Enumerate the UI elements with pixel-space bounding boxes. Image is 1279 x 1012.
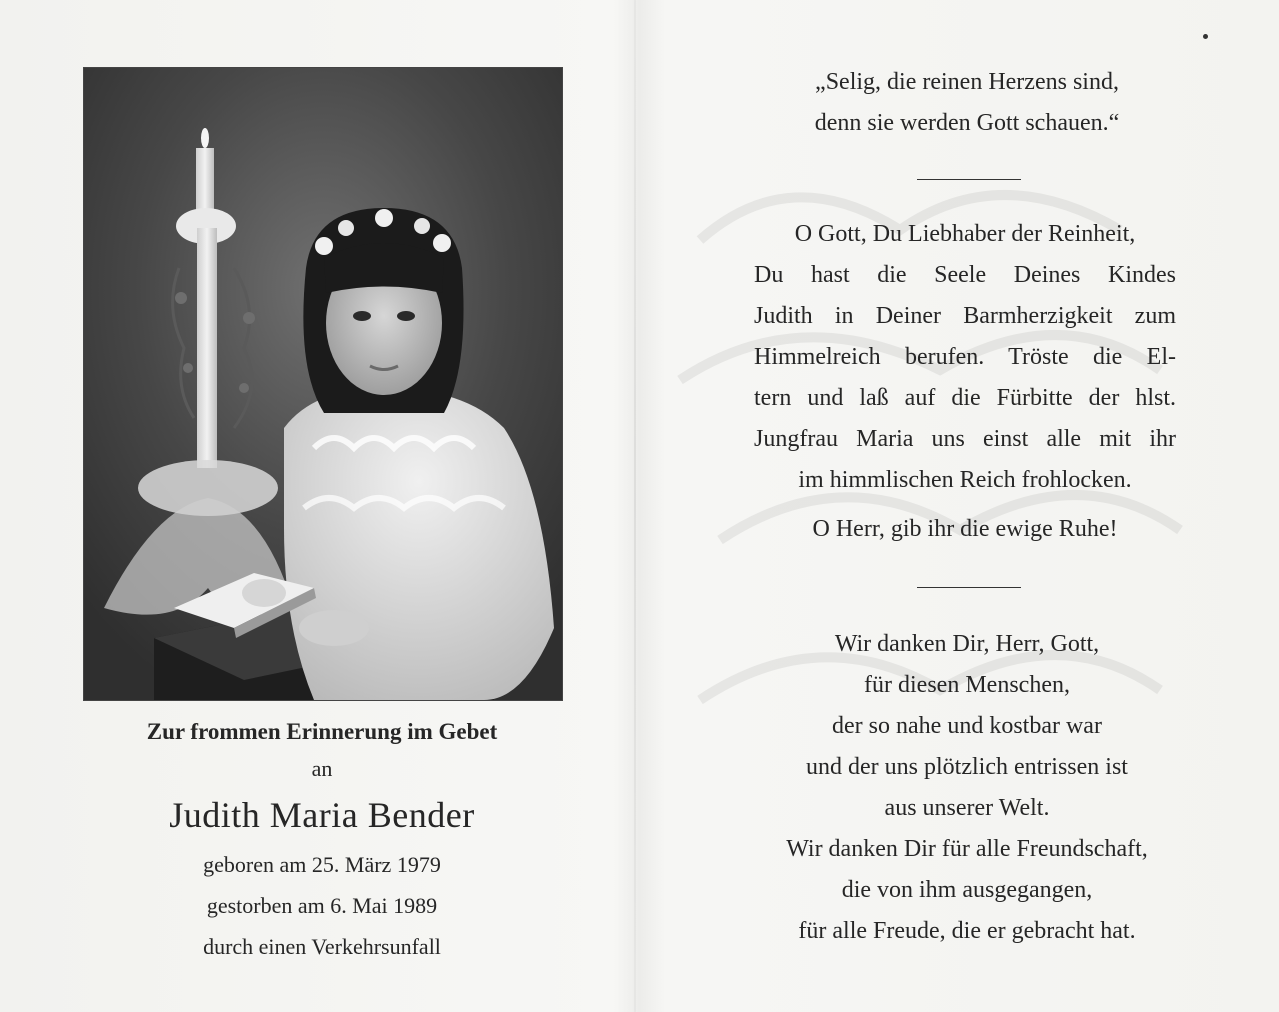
portrait-illustration (84, 68, 562, 700)
an-line: an (311, 756, 333, 781)
thanks-line: die von ihm ausgegangen, (841, 877, 1093, 903)
thanks-line: aus unserer Welt. (884, 795, 1050, 821)
thanks-line: und der uns plötzlich entrissen ist (806, 754, 1128, 780)
thanks-line: Wir danken Dir, Herr, Gott, (834, 631, 1100, 657)
memorial-line: Zur frommen Erinnerung im Gebet (146, 719, 498, 744)
birth-date: geboren am 25. März 1979 (203, 852, 441, 877)
divider (917, 587, 1021, 588)
prayer-line: Judith in Deiner Barmherzigkeit zum (754, 303, 1176, 329)
prayer-line: Himmelreich berufen. Tröste die El- (754, 344, 1176, 370)
cause-of-death: durch einen Verkehrsunfall (203, 934, 441, 959)
quote-line: denn sie werden Gott schauen.“ (814, 110, 1120, 136)
prayer-ending: O Herr, gib ihr die ewige Ruhe! (812, 516, 1118, 542)
thanks-line: für alle Freude, die er gebracht hat. (798, 918, 1136, 944)
beatitude-quote (732, 62, 1202, 144)
prayer-line: Du hast die Seele Deines Kindes (754, 262, 1176, 288)
prayer-line: Jungfrau Maria uns einst alle mit ihr (754, 426, 1176, 452)
divider (917, 179, 1021, 180)
thanks-line: Wir danken Dir für alle Freundschaft, (786, 836, 1148, 862)
thanks-line: für diesen Menschen, (864, 672, 1070, 698)
prayer-text (754, 214, 1176, 550)
prayer-line: O Gott, Du Liebhaber der Reinheit, (794, 221, 1136, 247)
deceased-name: Judith Maria Bender (169, 795, 475, 835)
quote-line: „Selig, die reinen Herzens sind, (815, 69, 1119, 95)
thanks-line: der so nahe und kostbar war (832, 713, 1102, 739)
memorial-text (83, 712, 561, 967)
thanksgiving-text (722, 624, 1212, 952)
portrait-photo (83, 67, 563, 701)
death-date: gestorben am 6. Mai 1989 (206, 893, 438, 918)
right-panel (640, 0, 1279, 1012)
prayer-line: tern und laß auf die Fürbitte der hlst. (754, 385, 1176, 411)
prayer-line: im himmlischen Reich frohlocken. (798, 467, 1132, 493)
